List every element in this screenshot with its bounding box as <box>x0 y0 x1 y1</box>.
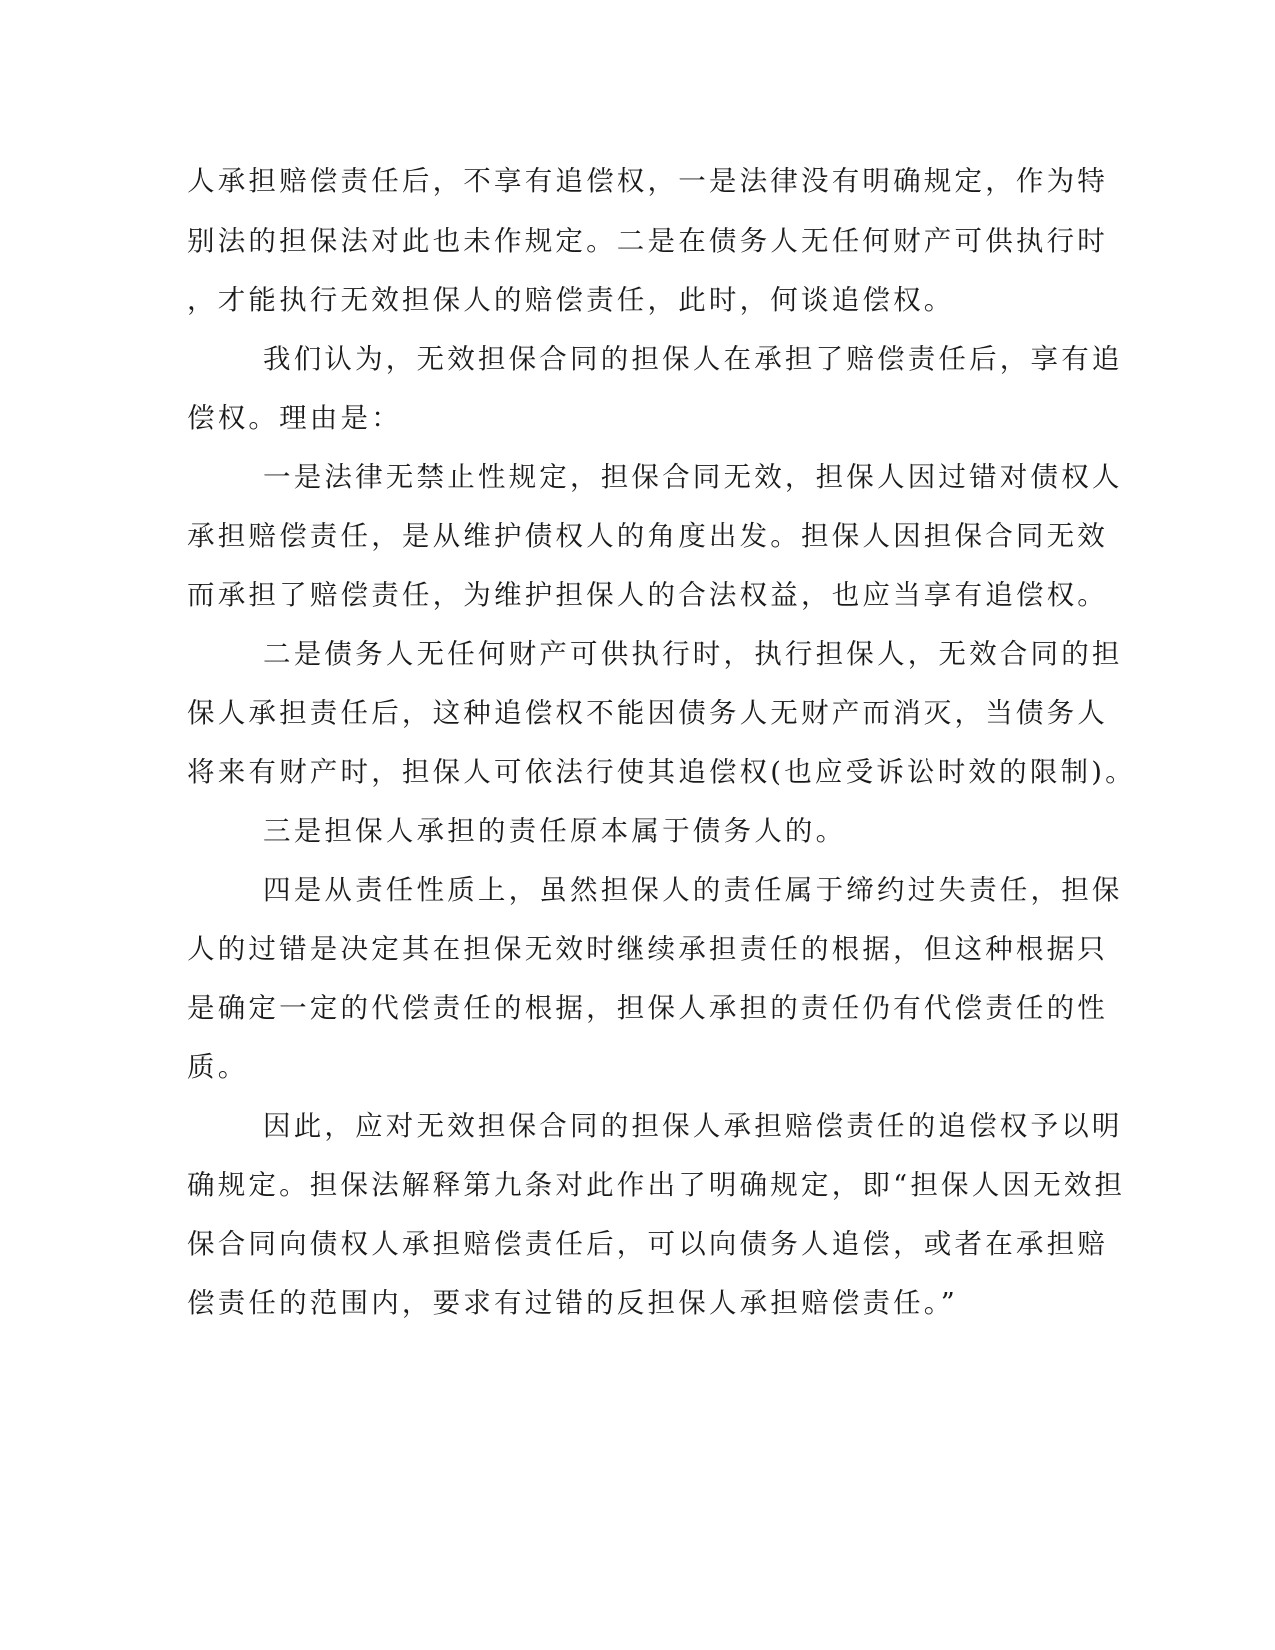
paragraph-start-line: 二是债务人无任何财产可供执行时，执行担保人，无效合同的担 <box>263 638 1123 670</box>
text-line: 偿责任的范围内，要求有过错的反担保人承担赔偿责任。” <box>187 1287 959 1319</box>
text-line: 质。 <box>187 1051 249 1083</box>
text-line: 保人承担责任后，这种追偿权不能因债务人无财产而消灭，当债务人 <box>187 697 1108 729</box>
text-line: 承担赔偿责任，是从维护债权人的角度出发。担保人因担保合同无效 <box>187 520 1108 552</box>
text-line: 是确定一定的代偿责任的根据，担保人承担的责任仍有代偿责任的性 <box>187 992 1108 1024</box>
paragraph-start-line: 因此，应对无效担保合同的担保人承担赔偿责任的追偿权予以明 <box>263 1110 1123 1142</box>
text-line: 保合同向债权人承担赔偿责任后，可以向债务人追偿，或者在承担赔 <box>187 1228 1108 1260</box>
text-line: 偿权。理由是： <box>187 402 402 434</box>
text-line: 将来有财产时，担保人可依法行使其追偿权(也应受诉讼时效的限制)。 <box>187 756 1136 788</box>
text-line: 人的过错是决定其在担保无效时继续承担责任的根据，但这种根据只 <box>187 933 1108 965</box>
text-line: 人承担赔偿责任后，不享有追偿权，一是法律没有明确规定，作为特 <box>187 165 1108 197</box>
paragraph-start-line: 我们认为，无效担保合同的担保人在承担了赔偿责任后，享有追 <box>263 343 1123 375</box>
paragraph-start-line: 一是法律无禁止性规定，担保合同无效，担保人因过错对债权人 <box>263 461 1123 493</box>
text-line: ，才能执行无效担保人的赔偿责任，此时，何谈追偿权。 <box>187 284 955 316</box>
paragraph-start-line: 三是担保人承担的责任原本属于债务人的。 <box>263 815 847 847</box>
text-line: 确规定。担保法解释第九条对此作出了明确规定，即“担保人因无效担 <box>187 1169 1126 1201</box>
paragraph-start-line: 四是从责任性质上，虽然担保人的责任属于缔约过失责任，担保 <box>263 874 1123 906</box>
text-line: 别法的担保法对此也未作规定。二是在债务人无任何财产可供执行时 <box>187 225 1108 257</box>
text-line: 而承担了赔偿责任，为维护担保人的合法权益，也应当享有追偿权。 <box>187 579 1108 611</box>
